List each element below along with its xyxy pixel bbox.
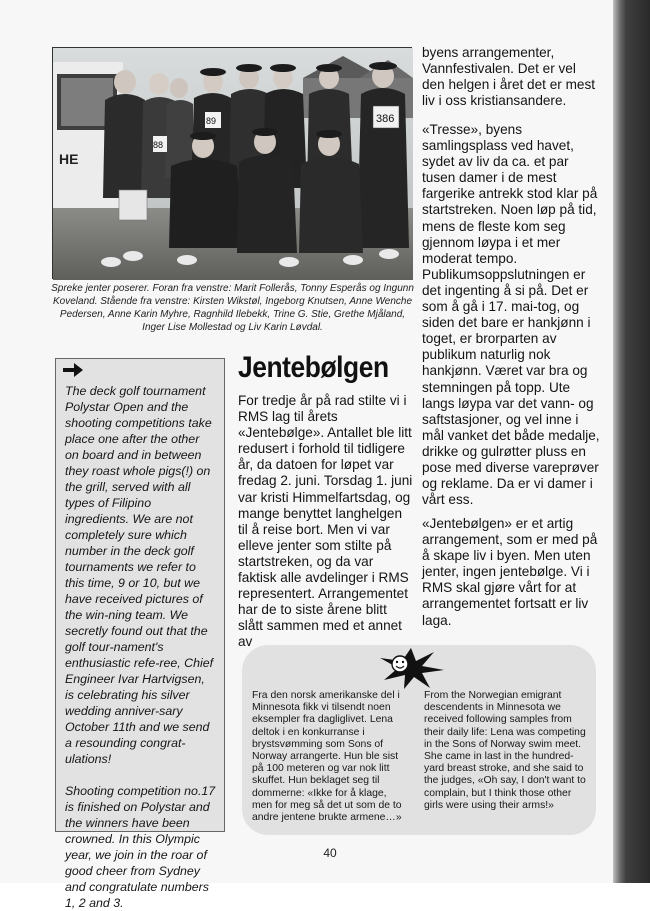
right-column-paragraph-2: «Jentebølgen» er et artig arrangement, som er med på å skape liv i byen. Men uten jenter, ingen jentebølge. Vi i RMS skal gjøre vårt for at arrangementet fortsatt er liv laga. xyxy=(422,516,598,628)
bus-sign-text: HE xyxy=(59,151,79,167)
smiley-star-icon xyxy=(376,646,446,690)
article-headline: Jentebølgen xyxy=(238,351,389,384)
group-photo-image xyxy=(53,48,413,280)
bib-number-88: 88 xyxy=(153,140,164,150)
summary-paragraph-golf: The deck golf tournament Polystar Open and the shooting competitions take place one after the other on board and in between they roast whole pigs(!) on the grill, served with all types of Filipino ingredients. We are not completely sure which number in the deck golf tournaments we refer to this time, 9 or 10, but we have received pictures of the win-ning team. We secretly found out that the golf tour-nament's enthusiastic refe-ree, Chief Engineer Ivar Hartvigsen, is celebrating his silver wedding anniver-sary October 11th and we send a resounding congrat-ulations! xyxy=(65,384,214,766)
anecdote-norwegian: Fra den norsk amerikanske del i Minnesota fikk vi tilsendt noen eksempler fra dagliglivet. Lena deltok i en konkurranse i brystsvømming som Sons of Norway arrangerte. Hun ble sist på 100 meteren og var nok litt skuffet. Hun beklaget seg til dommerne: «Ikke for å klage, men for meg så det ut som de to andre jentene brukte armene…» xyxy=(252,690,402,824)
anecdote-english: From the Norwegian emigrant descendents in Minnesota we received following samples from their daily life: Lena was competing in the Sons of Norway swim meet. She came in last in the hundred-yard breast stroke, and she said to the judges, «Oh say, I don't want to complain, but I think those other girls were using their arms!» xyxy=(424,690,586,811)
group-photo xyxy=(52,47,412,279)
page-number: 40 xyxy=(323,846,337,860)
background-edge xyxy=(612,0,650,883)
photo-caption: Spreke jenter poserer. Foran fra venstre: Marit Follerås, Tonny Esperås og Ingunn Koveland. Stående fra venstre: Kirsten Wikstøl, Ingeborg Knutsen, Anne Wenche Pedersen, Anne Karin Myhre, Ragnhild Ilebekk, Trine G. Stie, Grethe Mjåland, Inger Lise Mollestad og Liv Karin Løvdal. xyxy=(51,283,414,333)
right-column-paragraph-1: «Tresse», byens samlingsplass ved havet, sydet av liv da ca. et par tusen damer i de mest fargerike antrekk stod klar på startstreken. Noen løp på tid, mens de fleste kom seg gjennom løypa i et mer moderat tempo. Publikumsoppslutningen er det ingenting å si på. Det er som å gå i 17. mai-tog, og siden det bare er hankjønn i toget, er brorparten av publikum naturlig nok hankjønn. Været var bra og stemningen på topp. Ute langs løypa var det vann- og saftstasjoner, og vel inne i mål vanket det både medalje, drikke og gulrøtter pluss en pose med diverse vareprøver og reklame. Da er vi damer i vårt ess. xyxy=(422,122,600,508)
bib-number-386: 386 xyxy=(376,113,395,125)
summary-paragraph-shooting: Shooting competition no.17 is finished on Polystar and the winners have been crowned. In this Olympic year, we join in the roar of good cheer from Sydney and congratulate numbers 1, 2 and 3. xyxy=(65,784,216,910)
arrow-right-icon xyxy=(62,361,84,379)
bib-number-89: 89 xyxy=(206,116,217,126)
english-summary-box xyxy=(55,358,225,910)
right-column-intro: byens arrangementer, Vannfestivalen. Det er vel den helgen i året det er mest liv i oss kristiansandere. xyxy=(422,45,596,109)
article-body: For tredje år på rad stilte vi i RMS lag til årets «Jentebølge». Antallet ble litt redusert i forhold til tidligere år, da datoen for løpet var fredag 2. juni. Torsdag 1. juni var kristi Himmelfartsdag, og mange benyttet langhelgen til å reise bort. Men vi var elleve jenter som stilte på startstreken, og da var faktisk alle avdelinger i RMS representert. Arrangementet har de to siste årene blitt slått sammen med et annet av xyxy=(238,393,413,650)
